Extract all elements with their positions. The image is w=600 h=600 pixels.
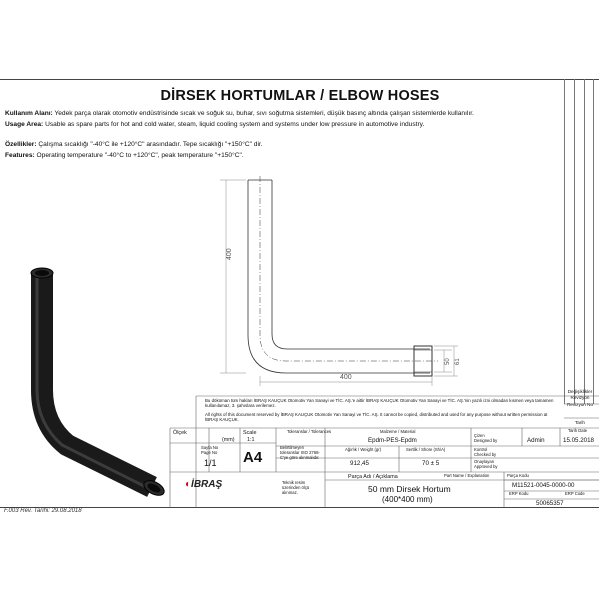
page-value: 1/1: [204, 458, 217, 468]
rev-date-label: Tarih: [575, 420, 585, 425]
measure-note: Teknik resim üzerinden ölçü alınmaz.: [282, 480, 310, 495]
weight-value: 912,45: [350, 460, 369, 467]
material-value: Epdm-PES-Epdm: [368, 437, 417, 444]
scale-label: Scale: [243, 430, 257, 436]
erp-code-label: ERP Code: [565, 491, 585, 496]
scale-value: 1:1: [247, 437, 255, 443]
desc-text: Usable as spare parts for hot and cold water, steam, liquid cooling system and systems under low pressure in automotive industry.: [43, 121, 425, 128]
desc-label: Kullanım Alanı:: [5, 110, 53, 117]
desc-text: Çalışma sıcaklığı "-40°C ile +120°C" arasındadır. Tepe sıcaklığı "+150°C" dir.: [36, 141, 263, 148]
partname-value-2: (400*400 mm): [382, 495, 433, 504]
partno-value: M11521-0045-0000-00: [512, 482, 575, 489]
page-title: DİRSEK HORTUMLAR / ELBOW HOSES: [160, 88, 440, 104]
rights-notice-en: All rights of this document reserved by İBRAŞ KAUÇUK Otomotiv Yan Sanayi ve TİC. AŞ. It cannot be copied, distributed and used for any purpose without written permission at İBRAŞ KAUÇUK.: [205, 412, 548, 422]
partname-en-label: Part Name / Explanation: [444, 473, 490, 478]
partname-value-1: 50 mm Dirsek Hortum: [368, 484, 451, 494]
erp-value: 50065357: [536, 500, 564, 507]
hardness-value: 70 ± 5: [422, 460, 440, 467]
partname-label: Parça Adı / Açıklama: [348, 474, 398, 480]
desc-label: Usage Area:: [5, 121, 44, 128]
dim-od-label: 61: [455, 358, 461, 365]
tolerance-text: Belirtilmeyen toleranslar ISO 2768-C'ye göre alınmalıdır.: [280, 445, 320, 460]
olcek-label: Ölçek: [173, 430, 187, 436]
approved-label: Onaylayan Approved by: [474, 459, 498, 469]
date-value: 15.05.2018: [563, 437, 594, 444]
desc-label: Özellikler:: [5, 141, 37, 148]
checked-label: Kontrol Checked by: [474, 447, 497, 457]
hardness-label: Sertlik / Shore (Sh/A): [406, 447, 446, 452]
desc-label: Features:: [5, 152, 35, 159]
erp-label: ERP Kodu: [509, 491, 529, 496]
drawn-label: Çizen Designed by: [474, 433, 498, 443]
company-logo: [185, 479, 222, 490]
dim-vertical-label: 400: [226, 248, 233, 260]
paper-size: A4: [243, 449, 263, 466]
drawn-value: Admin: [527, 437, 545, 444]
dim-horizontal-label: 400: [340, 374, 352, 381]
partno-label: Parça Kodu: [507, 473, 529, 478]
logo-mark-icon: ◐: [185, 479, 192, 490]
rev-no-label: Revizyon No: [566, 402, 594, 407]
rev-revisions-label: Revizyon: [570, 395, 590, 400]
tolerance-label: Toleranslar / Tolerances: [287, 429, 332, 434]
unit-label: (mm): [222, 437, 235, 443]
desc-text: Yedek parça olarak otomotiv endüstrisinde sıcak ve soğuk su, buhar, sıvı soğutma sistemleri, düşük basınç altında çalışan sistemlerde kullanılır.: [52, 110, 474, 117]
weight-label: Ağırlık / Weight (gr): [345, 447, 381, 452]
rights-notice-tr: Bu döküman tüm hakları İBRAŞ KAUÇUK Otomotiv Yan Sanayi ve TİC. AŞ.'e aittir İBRAŞ KAUÇUK Otomotiv Yan Sanayi ve TİC. AŞ.'nin yazılı izni olmadan kısmen veya tamamen kullanılamaz, 3. şahıslara verilemez.: [205, 398, 554, 408]
material-label: Malzeme / Material: [380, 429, 416, 434]
dim-id-label: 50: [445, 358, 451, 365]
date-label: Tarih Date: [568, 428, 588, 433]
rev-changes-label: Değişiklikler: [567, 389, 593, 394]
form-revision-footer: F.003 Rev. Tarihi: 29.08.2018: [4, 508, 82, 514]
desc-text: Operating temperature "-40°C to +120°C", peak temperature "+150°C".: [34, 152, 244, 159]
page-label: Sayfa No Page No: [201, 445, 219, 455]
company-name: İBRAŞ: [191, 479, 223, 490]
